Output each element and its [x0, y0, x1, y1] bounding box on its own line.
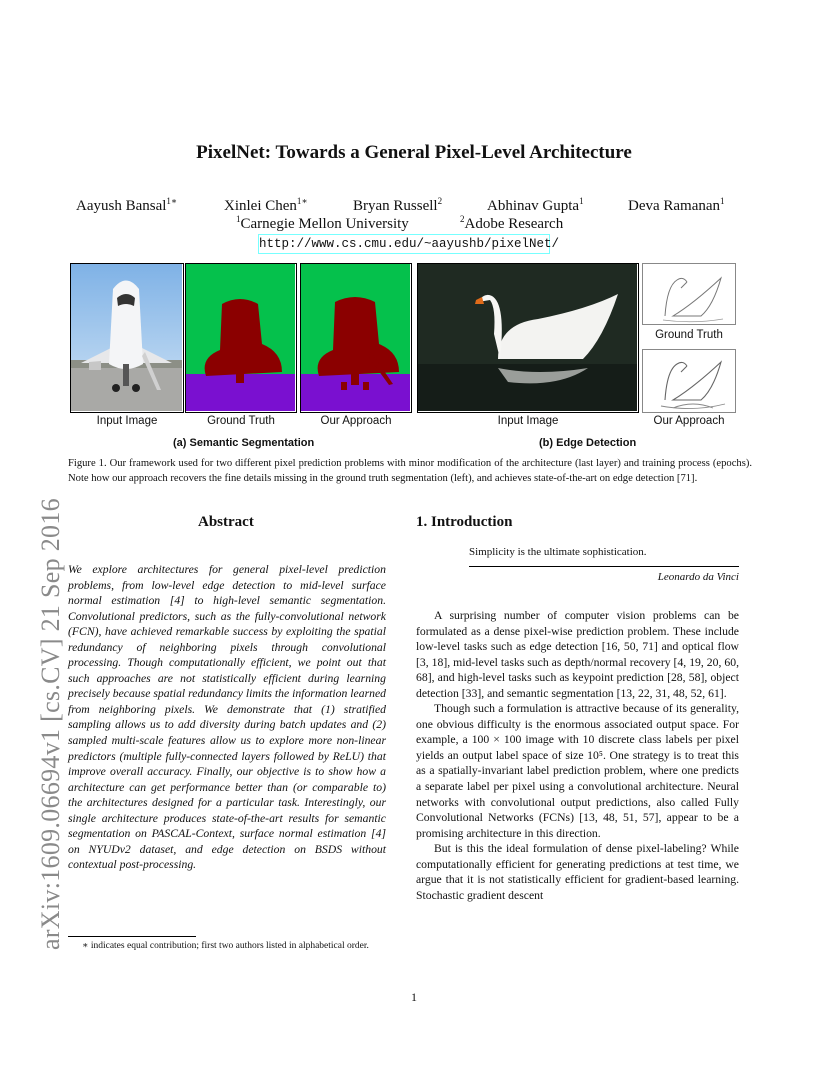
footnote-rule: [68, 936, 196, 937]
epigraph-rule: [469, 566, 739, 567]
project-url-link[interactable]: http://www.cs.cmu.edu/~aayushb/pixelNet/: [258, 234, 550, 254]
author: Bryan Russell$^2$: [353, 196, 443, 214]
input-image-swan: [417, 263, 639, 413]
input-image-label: Input Image: [96, 415, 158, 427]
affiliation: $^1$Carnegie Mellon University: [236, 214, 409, 232]
page-number: 1: [411, 990, 417, 1004]
author: Deva Ramanan$^1$: [628, 196, 725, 214]
figure-caption: Figure 1. Our framework used for two different pixel prediction problems with minor modification of the architecture (last layer) and training process (epochs). Note how our approach recovers the fine details missing in the ground truth segmentation (left), and achieves state-of-the-art on edge detection [71].: [68, 458, 752, 484]
paragraph: Though such a formulation is attractive because of its generality, one obvious difficulty is the enormous associated output space. For example, a 100 × 100 image with 10 discrete class labels per pixel yields an output label space of size 10⁵. One strategy is to treat this as a spatially-invariant label prediction problem, where one predicts a separate label per pixel using a convolutional architecture. Neural networks with convolutional output predictions, also called Fully Convolutional Networks (FCNs) [13, 48, 51, 57], appear to be a promising architecture in this direction.: [416, 702, 739, 840]
ground-truth-edges: [642, 263, 736, 325]
input-image-label: Input Image: [497, 415, 559, 427]
author: Abhinav Gupta$^1$: [487, 196, 584, 214]
input-image-airplane: [70, 263, 184, 413]
our-approach-edges: [642, 349, 736, 413]
paper-title: PixelNet: Towards a General Pixel-Level Architecture: [196, 142, 632, 163]
arxiv-side-stamp: arXiv:1609.06694v1 [cs.CV] 21 Sep 2016: [36, 498, 65, 950]
author: Xinlei Chen$^{1∗}$: [224, 196, 308, 214]
ground-truth-segmentation: [185, 263, 297, 413]
paragraph: But is this the ideal formulation of dense pixel-labeling? While computationally efficient for generating predictions at test time, we argue that it is not statistically efficient for gradient-based learning. Stochastic gradient descent: [416, 842, 739, 902]
abstract-heading: Abstract: [198, 514, 254, 530]
subcaption-edge-detection: (b) Edge Detection: [539, 437, 637, 449]
subcaption-semantic-segmentation: (a) Semantic Segmentation: [173, 437, 315, 449]
ground-truth-label: Ground Truth: [207, 415, 275, 427]
introduction-heading: 1. Introduction: [416, 514, 513, 530]
our-approach-label: Our Approach: [653, 415, 725, 427]
author: Aayush Bansal$^{1∗}$: [76, 196, 178, 214]
our-approach-label: Our Approach: [320, 415, 392, 427]
epigraph-author: Leonardo da Vinci: [657, 571, 739, 583]
introduction-body: [416, 608, 739, 903]
paragraph: A surprising number of computer vision problems can be formulated as a dense pixel-wise prediction problem. These include low-level tasks such as edge detection [16, 50, 71] and optical flow [3, 18], mid-level tasks such as depth/normal recovery [4, 19, 20, 60, 68], and high-level tasks such as keypoint prediction [28, 58], object detection [33], and semantic segmentation [13, 22, 31, 48, 52, 61].: [416, 609, 739, 700]
epigraph-quote: Simplicity is the ultimate sophistication.: [469, 546, 647, 558]
our-approach-segmentation: [300, 263, 412, 413]
affiliation: $^2$Adobe Research: [460, 214, 564, 232]
abstract-body: We explore architectures for general pixel-level prediction problems, from low-level edge detection to mid-level surface normal estimation [4] to high-level semantic segmentation. Convolutional predictors, such as the fully-convolutional network (FCN), have achieved remarkable success by exploiting the spatial redundancy of neighboring pixels through convolutional processing. Though computationally efficient, we point out that such approaches are not statistically efficient during learning precisely because spatial redundancy limits the information learned from neighboring pixels. We demonstrate that (1) stratified sampling allows us to add diversity during batch updates and (2) sampled multi-scale features allow us to explore more non-linear predictors (multiple fully-connected layers followed by ReLU) that improve overall accuracy. Finally, our objective is to show how a architecture can get performance better than (or comparable to) the architectures designed for a particular task. Interestingly, our single architecture produces state-of-the-art results for semantic segmentation on PASCAL-Context, surface normal estimation [4] on NYUDv2 dataset, and edge detection on BSDS without contextual post-processing.: [68, 563, 386, 872]
footnote: ∗ indicates equal contribution; first two authors listed in alphabetical order.: [82, 941, 369, 951]
ground-truth-edges-label: Ground Truth: [655, 329, 723, 341]
